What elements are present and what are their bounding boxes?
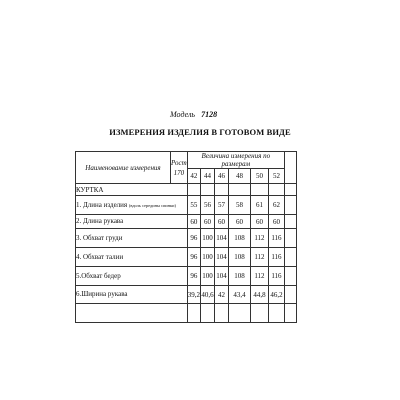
value-cell: 116: [268, 248, 284, 267]
value-cell: 112: [250, 229, 268, 248]
table-row: [76, 196, 297, 215]
row-label: 4. Обхват талии: [76, 248, 188, 267]
value-cell: 62: [268, 196, 284, 215]
section-label: КУРТКА: [76, 184, 188, 196]
document-title: ИЗМЕРЕНИЯ ИЗДЕЛИЯ В ГОТОВОМ ВИДЕ: [109, 127, 291, 137]
table-row: [76, 286, 297, 304]
size-cell: 48: [228, 169, 250, 184]
value-cell: 43,4: [228, 286, 250, 304]
model-number: 7128: [201, 110, 218, 119]
header-row-top: [76, 152, 297, 169]
value-cell: 116: [268, 267, 284, 286]
value-cell: 61: [250, 196, 268, 215]
value-cell: 104: [214, 248, 228, 267]
measurements-table: [75, 151, 297, 323]
table-row: [76, 215, 297, 229]
value-cell: 39,2: [187, 286, 200, 304]
value-cell: 40,6: [200, 286, 214, 304]
height-header: [171, 152, 188, 184]
value-cell: 100: [200, 248, 214, 267]
value-cell: 96: [187, 248, 200, 267]
blank-cell: [284, 152, 296, 184]
value-cell: 60: [187, 215, 200, 229]
value-cell: 108: [228, 248, 250, 267]
table-row: [76, 267, 297, 286]
value-cell: 60: [228, 215, 250, 229]
value-cell: 100: [200, 229, 214, 248]
row-label: 3. Обхват груди: [76, 229, 188, 248]
value-cell: 57: [214, 196, 228, 215]
value-cell: 55: [187, 196, 200, 215]
height-value: 170: [173, 168, 185, 177]
empty-row: [76, 304, 297, 323]
value-cell: 44,8: [250, 286, 268, 304]
size-cell: 42: [187, 169, 200, 184]
value-cell: 112: [250, 248, 268, 267]
size-cell: 52: [268, 169, 284, 184]
value-cell: 112: [250, 267, 268, 286]
row-label: [76, 196, 188, 215]
value-cell: 96: [187, 267, 200, 286]
value-cell: 104: [214, 229, 228, 248]
name-header: Наименование измерения: [76, 152, 171, 184]
value-cell: 108: [228, 267, 250, 286]
model-line: [170, 110, 217, 119]
value-cell: 104: [214, 267, 228, 286]
row-label-note: (вдоль середины спинки): [128, 202, 176, 208]
size-cell: 44: [200, 169, 214, 184]
row-label: 2. Длина рукава: [76, 215, 188, 229]
size-cell: 50: [250, 169, 268, 184]
value-cell: 96: [187, 229, 200, 248]
value-cell: 100: [200, 267, 214, 286]
sizes-header: Величина измерения по размерам: [187, 152, 284, 169]
value-cell: 58: [228, 196, 250, 215]
value-cell: 42: [214, 286, 228, 304]
value-cell: 60: [200, 215, 214, 229]
row-label-text: 1. Длина изделия: [76, 200, 128, 209]
table-row: [76, 229, 297, 248]
value-cell: 56: [200, 196, 214, 215]
size-cell: 46: [214, 169, 228, 184]
row-label: 6.Ширина рукава: [76, 286, 188, 304]
value-cell: 108: [228, 229, 250, 248]
value-cell: 46,2: [268, 286, 284, 304]
value-cell: 60: [250, 215, 268, 229]
table-row: [76, 248, 297, 267]
height-label: Рост: [171, 158, 187, 167]
value-cell: 60: [214, 215, 228, 229]
value-cell: 60: [268, 215, 284, 229]
row-label: 5.Обхват бедер: [76, 267, 188, 286]
value-cell: 116: [268, 229, 284, 248]
section-row: [76, 184, 297, 196]
model-label: Модель: [170, 110, 196, 119]
